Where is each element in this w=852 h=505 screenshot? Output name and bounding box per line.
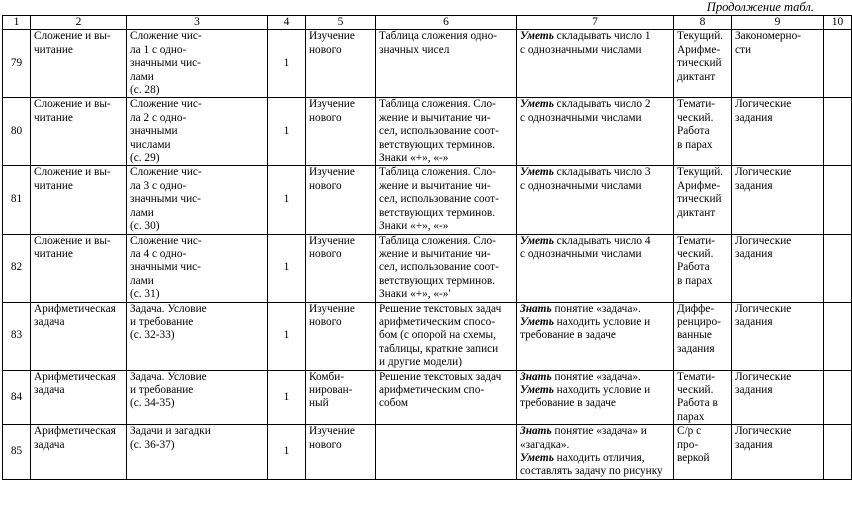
cell-text-line: нирован- (309, 383, 353, 396)
header-cell: 10 (824, 16, 852, 30)
cell-text-line: Сложение чис- (130, 166, 202, 179)
table-row (3, 98, 852, 166)
cell-text-line: ла 3 с одно- (130, 179, 187, 192)
cell-text-line: задания (735, 247, 773, 260)
cell-text-line: Комби- (309, 370, 345, 383)
cell-text-line: читание (34, 43, 73, 56)
cell-text-line: Логические (735, 166, 792, 179)
cell-text-line: жение и вычитание чи- (379, 247, 491, 260)
table-row (3, 302, 852, 370)
skill-lead: Уметь (520, 315, 554, 328)
cell-text-line: Сложение и вы- (34, 234, 111, 247)
table-row (3, 370, 852, 425)
cell-text-line: задача (34, 438, 65, 451)
header-cell: 6 (376, 16, 517, 30)
cell-text-line: тический (677, 57, 722, 70)
topic-cell (31, 30, 127, 98)
skills-cell (517, 30, 674, 98)
control-cell (674, 425, 732, 480)
skill-line (520, 371, 670, 384)
extra-cell (732, 302, 824, 370)
cell-text-line: Задача. Условие (130, 370, 207, 383)
cell-text-line: Изучение (309, 302, 355, 315)
table-row (3, 425, 852, 480)
header-cell: 9 (732, 16, 824, 30)
empty-cell (824, 30, 852, 98)
cell-text-line: Изучение (309, 166, 355, 179)
header-cell: 5 (306, 16, 376, 30)
cell-text-line: Работа в (677, 397, 718, 410)
skill-lead: Уметь (520, 166, 554, 179)
cell-text-line: жение и вычитание чи- (379, 179, 491, 192)
cell-text-line: Арифметическая (34, 425, 116, 438)
header-cell: 4 (268, 16, 306, 30)
skill-text: требование в задаче (520, 397, 616, 410)
table-row (3, 166, 852, 234)
header-cell: 7 (517, 16, 674, 30)
cell-text-line: и требование (130, 315, 194, 328)
skill-lead: Уметь (520, 452, 554, 464)
row-number: 82 (3, 234, 31, 302)
skill-line (520, 384, 670, 397)
table-row (3, 234, 852, 302)
cell-text-line: жение и вычитание чи- (379, 111, 491, 124)
cell-text-line: Решение текстовых задач (379, 302, 502, 315)
skill-line (520, 166, 670, 179)
cell-text-line: ный (309, 397, 329, 410)
extra-cell (732, 425, 824, 480)
cell-text-line: в парах (677, 138, 713, 151)
skill-line (520, 329, 670, 342)
cell-text-line: про- (677, 438, 699, 451)
cell-text-line: бом (с опорой на схемы, (379, 329, 496, 342)
control-cell (674, 98, 732, 166)
lesson-cell (127, 370, 268, 425)
topic-cell (31, 234, 127, 302)
cell-text-line: задания (735, 111, 773, 124)
cell-text-line: задания (735, 315, 773, 328)
content-cell (376, 425, 517, 480)
skill-line (520, 44, 670, 57)
lesson-cell (127, 166, 268, 234)
cell-text-line: (с. 34-35) (130, 397, 175, 410)
cell-text-line: значными чис- (130, 193, 201, 206)
cell-text-line: нового (309, 179, 342, 192)
content-cell (376, 302, 517, 370)
skill-line (520, 316, 670, 329)
topic-cell (31, 302, 127, 370)
cell-text-line: Логические (735, 425, 792, 438)
hours-cell: 1 (268, 30, 306, 98)
cell-text-line: Сложение и вы- (34, 166, 111, 179)
skill-lead: Знать (520, 370, 552, 383)
row-number: 80 (3, 98, 31, 166)
extra-cell (732, 166, 824, 234)
empty-cell (824, 370, 852, 425)
skill-text: с однозначными числами (520, 43, 642, 56)
cell-text-line: сел, использование соот- (379, 125, 499, 138)
table-row (3, 30, 852, 98)
control-cell (674, 234, 732, 302)
cell-text-line: лами (130, 70, 154, 83)
skill-text: понятие «задача». (551, 370, 641, 383)
cell-text-line: ветствующих терминов. (379, 138, 496, 151)
skill-text: составлять задачу по рисунку (520, 465, 663, 478)
skill-line (520, 30, 670, 43)
cell-text-line: Изучение (309, 234, 355, 247)
lesson-type-cell (306, 166, 376, 234)
cell-text-line: Знаки «+», «-» (379, 152, 449, 165)
lesson-cell (127, 98, 268, 166)
empty-cell (824, 98, 852, 166)
cell-text-line: Логические (735, 234, 792, 247)
cell-text-line: задача (34, 383, 65, 396)
content-cell (376, 234, 517, 302)
cell-text-line: задания (735, 383, 773, 396)
row-number: 84 (3, 370, 31, 425)
cell-text-line: арифметическим спо- (379, 383, 485, 396)
cell-text-line: Сложение и вы- (34, 30, 111, 43)
row-number: 85 (3, 425, 31, 480)
topic-cell (31, 98, 127, 166)
extra-cell (732, 234, 824, 302)
cell-text-line: ческий. (677, 247, 714, 260)
skill-lead: Уметь (520, 30, 554, 43)
cell-text-line: Работа (677, 261, 710, 274)
cell-text-line: Изучение (309, 30, 355, 43)
skill-line (520, 248, 670, 261)
cell-text-line: нового (309, 438, 342, 451)
skill-line (520, 465, 670, 478)
cell-text-line: таблицы, краткие записи (379, 342, 499, 355)
skill-text: находить отличия, (553, 452, 645, 464)
skill-line (520, 180, 670, 193)
cell-text-line: задания (735, 438, 773, 451)
cell-text-line: Закономерно- (735, 30, 801, 43)
cell-text-line: Темати- (677, 234, 716, 247)
cell-text-line: Изучение (309, 98, 355, 111)
cell-text-line: Задачи и загадки (130, 425, 211, 438)
cell-text-line: значными чис- (130, 57, 201, 70)
header-cell: 2 (31, 16, 127, 30)
lesson-cell (127, 425, 268, 480)
cell-text-line: ческий. (677, 111, 714, 124)
cell-text-line: в парах (677, 274, 713, 287)
skill-line (520, 303, 670, 316)
lesson-type-cell (306, 425, 376, 480)
cell-text-line: Диффе- (677, 302, 715, 315)
cell-text-line: значными чис- (130, 261, 201, 274)
skill-line (520, 397, 670, 410)
skills-cell (517, 425, 674, 480)
skill-line (520, 452, 670, 465)
lesson-type-cell (306, 30, 376, 98)
extra-cell (732, 30, 824, 98)
cell-text-line: ческий. (677, 383, 714, 396)
cell-text-line: (с. 31) (130, 288, 160, 301)
cell-text-line: ванные (677, 329, 712, 342)
cell-text-line: ветствующих терминов. (379, 206, 496, 219)
cell-text-line: Логические (735, 98, 792, 111)
lesson-cell (127, 234, 268, 302)
skill-text: с однозначными числами (520, 179, 642, 192)
cell-text-line: Сложение чис- (130, 234, 202, 247)
cell-text-line: Сложение и вы- (34, 98, 111, 111)
skill-text: с однозначными числами (520, 247, 642, 260)
cell-text-line: сел, использование соот- (379, 193, 499, 206)
cell-text-line: тический (677, 193, 722, 206)
skill-text: складывать число 2 (553, 98, 651, 111)
skill-text: складывать число 3 (553, 166, 651, 179)
cell-text-line: ла 4 с одно- (130, 247, 187, 260)
skills-cell (517, 98, 674, 166)
cell-text-line: Темати- (677, 370, 716, 383)
skill-text: складывать число 4 (553, 234, 651, 247)
cell-text-line: и другие модели) (379, 356, 462, 369)
cell-text-line: читание (34, 111, 73, 124)
row-number: 81 (3, 166, 31, 234)
cell-text-line: и требование (130, 383, 194, 396)
skill-line (520, 112, 670, 125)
cell-text-line: ренциро- (677, 315, 721, 328)
cell-text-line: Логические (735, 370, 792, 383)
cell-text-line: Таблица сложения одно- (379, 30, 497, 43)
cell-text-line: парах (677, 410, 705, 423)
skill-line (520, 425, 670, 438)
header-row (3, 16, 852, 30)
skill-text: требование в задаче (520, 329, 616, 342)
cell-text-line: Знаки «+», «-» (379, 220, 449, 233)
control-cell (674, 30, 732, 98)
cell-text-line: Текущий. (677, 30, 724, 43)
skill-line (520, 439, 670, 452)
control-cell (674, 166, 732, 234)
cell-text-line: Арифме- (677, 43, 721, 56)
skills-cell (517, 302, 674, 370)
cell-text-line: веркой (677, 452, 710, 464)
hours-cell: 1 (268, 302, 306, 370)
cell-text-line: (с. 28) (130, 84, 160, 97)
hours-cell: 1 (268, 98, 306, 166)
content-cell (376, 30, 517, 98)
skill-text: «загадка». (520, 438, 570, 451)
skill-line (520, 98, 670, 111)
continuation-caption: Продолжение табл. (706, 0, 814, 14)
cell-text-line: (с. 32-33) (130, 329, 175, 342)
empty-cell (824, 166, 852, 234)
cell-text-line: значных чисел (379, 43, 450, 56)
cell-text-line: Таблица сложения. Сло- (379, 98, 496, 111)
skill-text: находить условие и (553, 383, 651, 396)
cell-text-line: Арифме- (677, 179, 721, 192)
cell-text-line: ла 2 с одно- (130, 111, 187, 124)
cell-text-line: Арифметическая (34, 370, 116, 383)
cell-text-line: Сложение чис- (130, 30, 202, 43)
cell-text-line: лами (130, 206, 154, 219)
lesson-type-cell (306, 370, 376, 425)
cell-text-line: Работа (677, 125, 710, 138)
cell-text-line: Изучение (309, 425, 355, 438)
cell-text-line: читание (34, 179, 73, 192)
cell-text-line: сел, использование соот- (379, 261, 499, 274)
header-cell: 8 (674, 16, 732, 30)
cell-text-line: диктант (677, 206, 716, 219)
row-number: 79 (3, 30, 31, 98)
cell-text-line: ла 1 с одно- (130, 43, 187, 56)
skills-cell (517, 234, 674, 302)
empty-cell (824, 425, 852, 480)
skill-lead: Знать (520, 302, 552, 315)
cell-text-line: Темати- (677, 98, 716, 111)
topic-cell (31, 425, 127, 480)
skills-cell (517, 370, 674, 425)
cell-text-line: Задача. Условие (130, 302, 207, 315)
row-number: 83 (3, 302, 31, 370)
cell-text-line: лами (130, 274, 154, 287)
hours-cell: 1 (268, 370, 306, 425)
control-cell (674, 370, 732, 425)
cell-text-line: диктант (677, 70, 716, 83)
lesson-type-cell (306, 302, 376, 370)
cell-text-line: арифметическим спосо- (379, 315, 496, 328)
cell-text-line: (с. 36-37) (130, 438, 175, 451)
skill-lead: Уметь (520, 98, 554, 111)
cell-text-line: сти (735, 43, 751, 56)
skill-text: с однозначными числами (520, 111, 642, 124)
cell-text-line: Арифметическая (34, 302, 116, 315)
lesson-type-cell (306, 234, 376, 302)
cell-text-line: читание (34, 247, 73, 260)
cell-text-line: задания (677, 342, 715, 355)
cell-text-line: значными (130, 125, 178, 138)
topic-cell (31, 370, 127, 425)
cell-text-line: Текущий. (677, 166, 724, 179)
skill-lead: Уметь (520, 383, 554, 396)
extra-cell (732, 370, 824, 425)
empty-cell (824, 302, 852, 370)
header-cell: 1 (3, 16, 31, 30)
cell-text-line: С/р с (677, 425, 702, 438)
extra-cell (732, 98, 824, 166)
cell-text-line: Логические (735, 302, 792, 315)
skill-text: понятие «задача» и (551, 425, 647, 438)
lesson-cell (127, 30, 268, 98)
cell-text-line: задания (735, 179, 773, 192)
content-cell (376, 98, 517, 166)
cell-text-line: задача (34, 315, 65, 328)
cell-text-line: (с. 30) (130, 220, 160, 233)
lesson-type-cell (306, 98, 376, 166)
content-cell (376, 370, 517, 425)
skill-line (520, 235, 670, 248)
skill-lead: Знать (520, 425, 552, 438)
skill-lead: Уметь (520, 234, 554, 247)
cell-text-line: нового (309, 315, 342, 328)
cell-text-line: (с. 29) (130, 152, 160, 165)
hours-cell: 1 (268, 234, 306, 302)
cell-text-line: числами (130, 138, 171, 151)
control-cell (674, 302, 732, 370)
hours-cell: 1 (268, 166, 306, 234)
cell-text-line: Таблица сложения. Сло- (379, 234, 496, 247)
cell-text-line: нового (309, 247, 342, 260)
cell-text-line: Знаки «+», «-»' (379, 288, 451, 301)
lesson-cell (127, 302, 268, 370)
header-cell: 3 (127, 16, 268, 30)
skill-text: понятие «задача». (551, 302, 641, 315)
cell-text-line: нового (309, 43, 342, 56)
skill-text: находить условие и (553, 315, 651, 328)
cell-text-line: собом (379, 397, 408, 410)
empty-cell (824, 234, 852, 302)
cell-text-line: Сложение чис- (130, 98, 202, 111)
cell-text-line: Таблица сложения. Сло- (379, 166, 496, 179)
skills-cell (517, 166, 674, 234)
cell-text-line: Решение текстовых задач (379, 370, 502, 383)
cell-text-line: нового (309, 111, 342, 124)
cell-text-line: ветствующих терминов. (379, 274, 496, 287)
content-cell (376, 166, 517, 234)
topic-cell (31, 166, 127, 234)
hours-cell: 1 (268, 425, 306, 480)
lesson-plan-table (2, 15, 852, 480)
skill-text: складывать число 1 (553, 30, 651, 43)
